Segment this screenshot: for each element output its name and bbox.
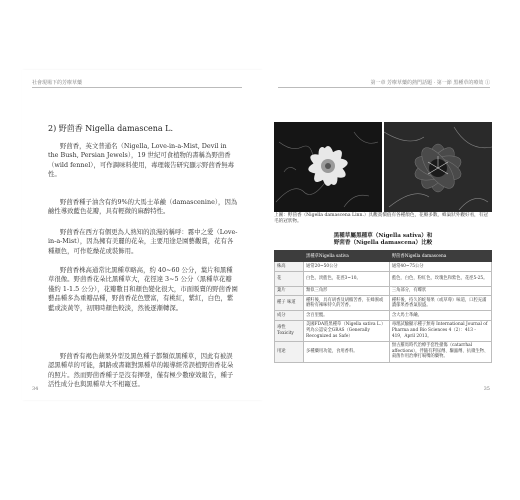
table-row xyxy=(275,271,492,286)
paragraph-2: 野茴香種子油含有約9%的大馬士革鹼（damascenine），因為鹼性導致藍色花瓣，具有輕微的麻醉特性。 xyxy=(48,198,238,216)
header-cell-blank xyxy=(275,251,304,262)
paragraph-3: 野茴香在西方有個更為人熟知的浪漫的稱呼：霧中之愛（Love-in-a-Mist），因為擁有美麗的花朵，主要用途是園藝觀賞，花有各種顏色，可作乾燥花或裝飾用。 xyxy=(48,228,238,255)
section-heading: 2) 野茴香 Nigella damascena L. xyxy=(48,124,174,133)
table-row xyxy=(275,262,492,272)
right-header-rule xyxy=(278,87,490,88)
damascena-cell: 種籽後，持久的蛇莓果（或草莓）味道，口腔充滿濃郁果香香氣很盛。 xyxy=(389,296,491,311)
row-label: 葉片 xyxy=(275,286,304,296)
table-row xyxy=(275,311,492,321)
row-label: 花 xyxy=(275,271,304,286)
damascena-cell: 含大馬士革鹼。 xyxy=(389,311,491,321)
photo-white-nigella-flower xyxy=(274,122,382,212)
comparison-table xyxy=(274,250,492,363)
table-title-line-1: 黑種草屬黑種草（Nigella sativa）和 xyxy=(333,233,433,239)
table-row xyxy=(275,286,492,296)
photo-caption: 上圖：野茴香（Nigella damascena Linn.）具觀賞價值有各種顏色，花瓣多數，蜂巢狀外觀好看，有冠毛的冠狀物。 xyxy=(274,213,488,225)
sativa-cell: 類似三角形 xyxy=(304,286,390,296)
paragraph-4: 野茴香株高通常比黑種草略高，約 40~60 公分，葉片和黑種草很像。野茴香花朵比黑種草大，花徑達 3~5 公分（黑種草花瓣僅約 1-1.5 公分），花瓣數目和顏色變化很大，市面販賣的野茴香園藝品種多為重瓣品種，野茴香花色豐富，有桃紅，紫紅，白色，紫藍或淡黃等，初開時顏色較淡，然後逐漸轉深。 xyxy=(48,266,238,312)
right-page xyxy=(260,70,498,400)
right-page-number: 35 xyxy=(483,386,490,392)
damascena-cell: 三角部分，有蝶狀 xyxy=(389,286,491,296)
table-title xyxy=(274,233,492,248)
sativa-cell: 多種藥用功能，食用香料。 xyxy=(304,341,390,362)
header-cell-nigella-damascena: 野茴香Nigella damascena xyxy=(389,251,491,262)
row-label: 成分 xyxy=(275,311,304,321)
damascena-cell: 通常40~75公分 xyxy=(389,262,491,272)
left-page xyxy=(22,70,261,400)
photo-dark-nigella-flower xyxy=(384,122,492,212)
damascena-cell: 無古羅馬時代治療手套性搔傷（catarrhal affections），伴隨有利尿劑、驅蟲劑、抗微生物、殺菌作用治療打嗝嘴的藥物。 xyxy=(389,341,491,362)
table-title-line-2: 野茴香（Nigella damascena）比較 xyxy=(333,240,433,247)
damascena-cell: 毒理試驗顯示種子無毒 International Journal of Pharma and Bio Sciences 4（2）：413 - 419，April 2013。 xyxy=(389,320,491,341)
row-label: 用途 xyxy=(275,341,304,362)
damascena-cell: 藍色，白色，粉紅色，玫瑰色和紫色，花徑5-25。 xyxy=(389,271,491,286)
right-running-head: 第一章 芳療草藥的熱門話題 · 第一節 黑種草的療效 ① xyxy=(370,80,490,86)
sativa-cell: 通常20~50公分 xyxy=(304,262,390,272)
row-label: 種子 味道 xyxy=(275,296,304,311)
paragraph-5: 野茴香有褐色蒴果外型及黑色種子都類似黑種草，因此有被誤認黑種草的可能，網路或書籍對黑種草的報導經常誤植野茴香花朵的照片。然而野茴香種子是沒有揮發，僅有極少數療效報告，種子活性成分也與黑種草大不相甌廷。 xyxy=(48,352,234,389)
white-flower-illustration xyxy=(274,122,382,212)
row-label: 毒性 Toxicity xyxy=(275,320,304,341)
row-label: 株高 xyxy=(275,262,304,272)
table-row xyxy=(275,341,492,362)
sativa-cell: 含百里醌。 xyxy=(304,311,390,321)
left-header-rule xyxy=(32,87,242,88)
sativa-cell: 種籽後，具有胡香及胡椒苦香，在蜂蜜或磨粉有辣味特久的芳香。 xyxy=(304,296,390,311)
table-header-row xyxy=(275,251,492,262)
sativa-cell: 美國FDA將黑種草（Nigella sativa L.）列為公認安全GRAS（Generally Recognized as Safe） xyxy=(304,320,390,341)
paragraph-1: 野茴香，英文普通名（Nigella, Love-in-a-Mist, Devil in the Bush, Persian Jewels），19 世紀可食植物的書稱為野茴香（wild fennel），可作調味料使用，毒理報告研究顯示野茴香無毒性。 xyxy=(48,142,235,179)
left-running-head: 社會現場下的芳療草藥 xyxy=(32,80,83,86)
left-page-number: 34 xyxy=(32,386,39,392)
sativa-cell: 白色，淡藍色，花徑3~10。 xyxy=(304,271,390,286)
table-row xyxy=(275,296,492,311)
header-cell-nigella-sativa: 黑種草Nigella sativa xyxy=(304,251,390,262)
table-row xyxy=(275,320,492,341)
dark-flower-illustration xyxy=(384,122,492,212)
